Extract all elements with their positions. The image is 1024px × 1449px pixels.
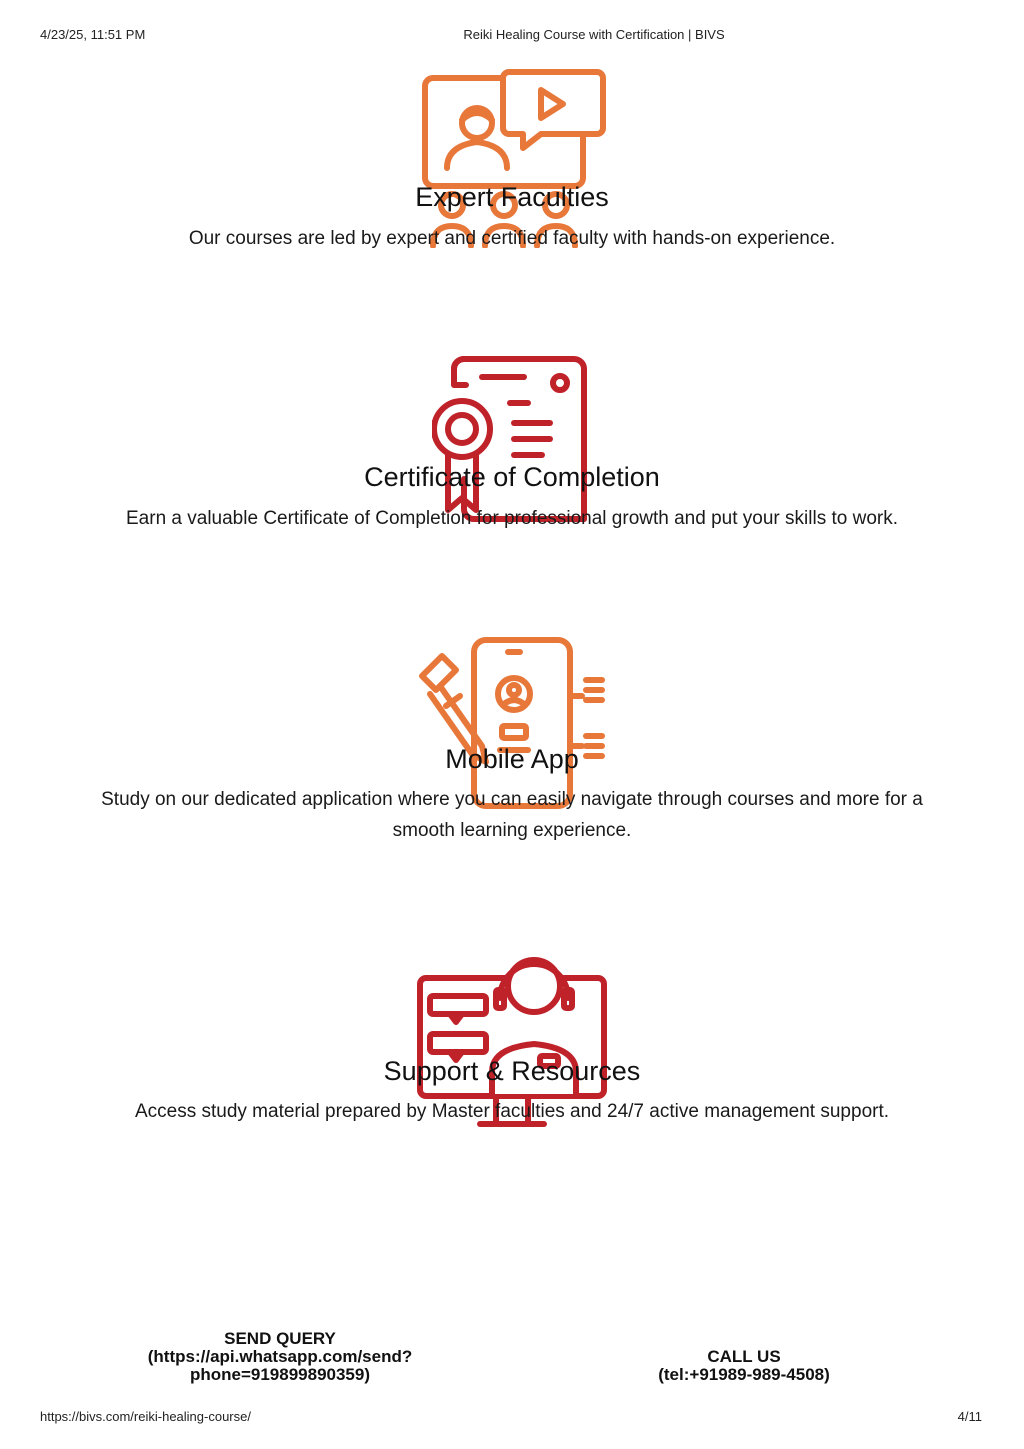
feature-title: Certificate of Completion bbox=[364, 462, 660, 492]
page-number: 4/11 bbox=[957, 1409, 982, 1424]
online-teacher-icon bbox=[417, 68, 607, 248]
feature-description: Earn a valuable Certificate of Completion for professional growth and put your skills to work. bbox=[126, 508, 898, 529]
feature-title: Expert Faculties bbox=[415, 182, 609, 212]
print-datetime: 4/23/25, 11:51 PM bbox=[40, 27, 146, 42]
print-url: https://bivs.com/reiki-healing-course/ bbox=[40, 1409, 251, 1424]
send-query-label: SEND QUERY bbox=[224, 1329, 336, 1348]
feature-title: Support & Resources bbox=[383, 1056, 641, 1086]
feature-description: Study on our dedicated application where you can easily navigate through courses and more for a smooth learning experience. bbox=[101, 789, 923, 841]
feature-description: Access study material prepared by Master faculties and 24/7 active management support. bbox=[134, 1101, 890, 1122]
feature-description: Our courses are led by expert and certified faculty with hands-on experience. bbox=[188, 228, 836, 249]
print-page-title: Reiki Healing Course with Certification | BIVS bbox=[463, 27, 725, 42]
call-us-label: CALL US bbox=[707, 1347, 781, 1366]
send-query-phone: phone=919899890359) bbox=[189, 1365, 371, 1384]
call-us-phone: (tel:+91989-989-4508) bbox=[658, 1365, 830, 1384]
call-us-link[interactable] bbox=[604, 1348, 884, 1384]
feature-title: Mobile App bbox=[445, 744, 579, 774]
send-query-link[interactable] bbox=[130, 1330, 430, 1384]
send-query-url: (https://api.whatsapp.com/send? bbox=[147, 1347, 413, 1366]
